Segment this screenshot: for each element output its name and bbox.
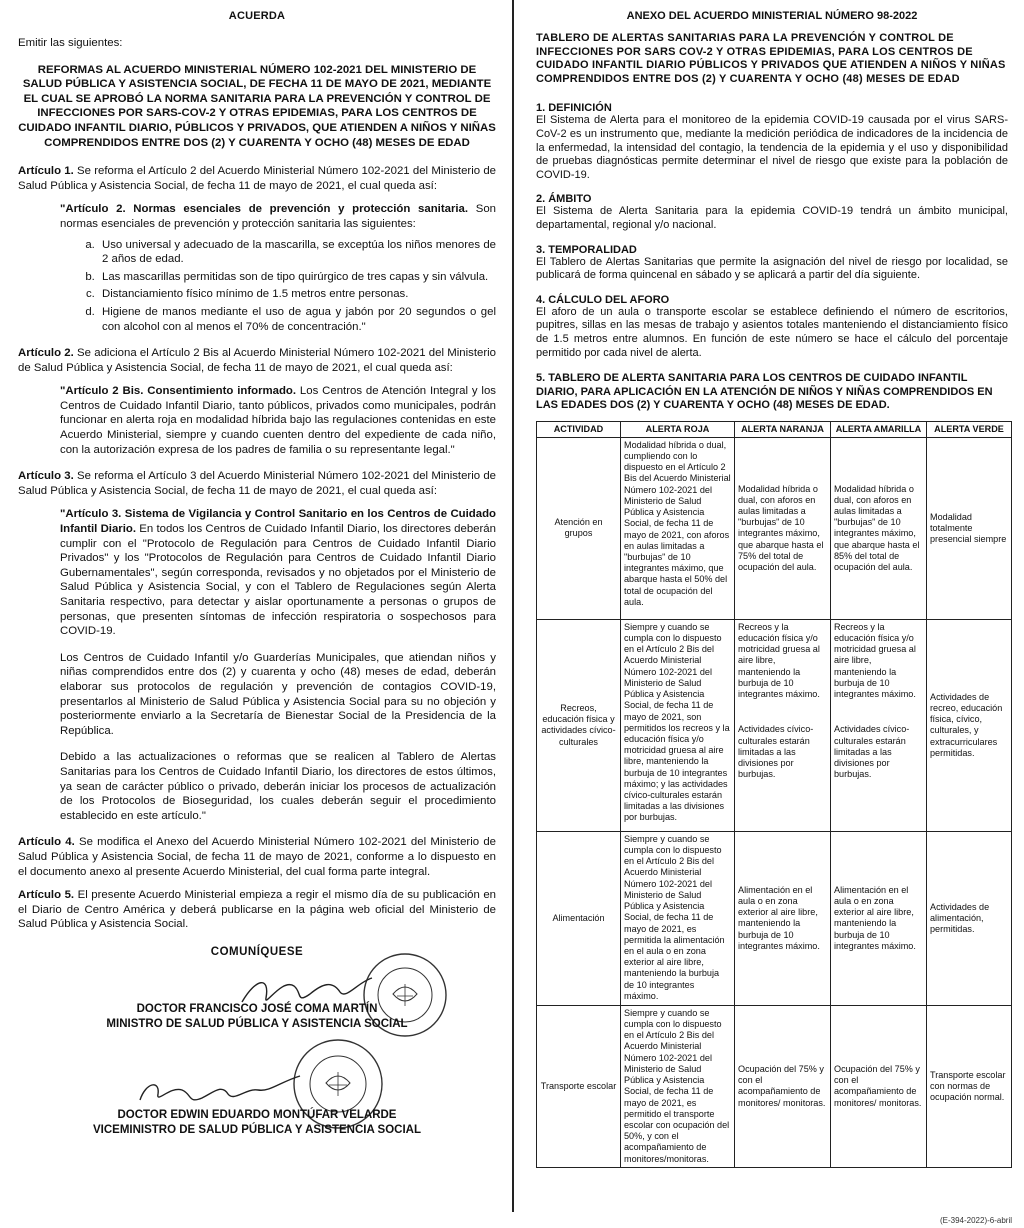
article-4-label: Artículo 4. [18, 836, 75, 849]
section-temporalidad [536, 244, 1008, 283]
intro-text: Emitir las siguientes: [18, 37, 123, 49]
cell-verde: Modalidad totalmente presencial siempre [927, 437, 1012, 619]
article-1-list [98, 238, 496, 335]
reforms-title: REFORMAS AL ACUERDO MINISTERIAL NÚMERO 102-2021 DEL MINISTERIO DE SALUD PÚBLICA Y ASISTENCIA SOCIAL, DE FECHA 11 DE MAYO DE 2021, MEDIANTE EL CUAL SE APROBÓ LA NORMA SANITARIA PARA LA PREVENCIÓN Y CONTROL DE INFECCIONES POR SARS-COV-2 Y OTRAS EPIDEMIAS, PARA LOS CENTROS DE CUIDADO INFANTIL DIARIO, PÚBLICOS Y PRIVADOS, QUE ATIENDEN A NIÑOS Y NIÑAS COMPRENDIDOS ENTRE DOS (2) Y CUARENTA Y OCHO (48) MESES DE EDAD [18, 63, 496, 149]
article-1-text: Se reforma el Artículo 2 del Acuerdo Ministerial Número 102-2021 del Ministerio de Salud Pública y Asistencia Social, de fecha 11 de mayo de 2021, el cual queda así: [18, 165, 497, 192]
article-3-label: Artículo 3. [18, 470, 74, 483]
header-alerta-amarilla: ALERTA AMARILLA [831, 421, 927, 437]
article-3-quote-text: En todos los Centros de Cuidado Infantil Diario, los directores deberán cumplir con el "Protocolo de Regulación para Centros de Cuidado Infantil Diario Privados" y los "Protocolos de Regulación para Centros de Cuidado Infantil Diario Gubernamentales", según corresponda, revisados y no objetados por el Ministerio de Salud Pública y Asistencia Social, y con el Tablero de Regulaciones según Alerta Sanitaria respectivo, para detectar y aislar oportunamente a personas o grupos de personas, que presenten síntomas de infección respiratoria o sospechosos para COVID-19. [60, 523, 496, 638]
signer-1 [18, 1002, 496, 1032]
annex-title: ANEXO DEL ACUERDO MINISTERIAL NÚMERO 98-2022 [626, 10, 918, 22]
article-3-para-3: Debido a las actualizaciones o reformas que se realicen al Tablero de Alertas Sanitarias para los Centros de Cuidado Infantil Diario, los directores de estos últimos, ya sean de carácter público o privado, deberán iniciar los procesos de actualización de los Protocolos de Bioseguridad, los cuales deberán seguir el procedimiento establecido en este artículo." [60, 751, 496, 822]
article-1-label: Artículo 1. [18, 165, 74, 178]
article-3-quote-label: "Artículo 3. Sistema de Vigilancia y Control Sanitario en los Centros de Cuidado Infantil Diario. [60, 508, 496, 536]
right-column [512, 0, 1024, 1228]
cell-naranja: Modalidad híbrida o dual, con aforos en aulas limitadas a "burbujas" de 10 integrantes máximo, que abarque hasta el 75% del total de ocupación del aula. [735, 437, 831, 619]
section-body: El Sistema de Alerta Sanitaria para la epidemia COVID-19 tendrá un ámbito municipal, departamental, regional y/o nacional. [536, 205, 1008, 231]
acuerda-heading: ACUERDA [228, 10, 286, 22]
comuniquese-heading: COMUNÍQUESE [210, 945, 304, 958]
table-header-row [537, 421, 1012, 437]
cell-amarilla: Alimentación en el aula o en zona exterior al aire libre, manteniendo la burbuja de 10 integrantes máximo. [831, 831, 927, 1005]
article-1-quote-text: Son normas esenciales de prevención y protección sanitaria las siguientes: [60, 203, 497, 230]
cell-verde: Actividades de alimentación, permitidas. [927, 831, 1012, 1005]
section-body: El Sistema de Alerta para el monitoreo de la epidemia COVID-19 causada por el virus SARS-CoV-2 es un instrumento que, mediante la medición periódica de indicadores de la incidencia de la enfermedad, la intensidad del contagio, la tendencia de la epidemia y el uso y disponibilidad de pruebas diagnósticas permite determinar el nivel de riesgo que existe para la población de COVID-19. [536, 114, 1008, 181]
signer-2 [18, 1108, 496, 1138]
cell-roja: Siempre y cuando se cumpla con lo dispuesto en el Artículo 2 Bis del Acuerdo Ministerial Número 102-2021 del Ministerio de Salud Pública y Asistencia Social, de fecha 11 de mayo de 2021, son permitidos los recreos y la educación física y/o motricidad gruesa al aire libre, manteniendo la burbuja de 10 integrantes máximo; y las actividades cívico-culturales estarán limitadas a las divisiones por burbujas. [621, 619, 735, 831]
table-row [537, 437, 1012, 619]
table-row [537, 1005, 1012, 1167]
article-2-quote [60, 384, 496, 457]
article-2-quote-text: Los Centros de Atención Integral y los Centros de Cuidado Infantil Diario, tanto públicos, privados como municipales, podrán funcionar en alerta roja en modalidad híbrida bajo las regulaciones contenidas en este Acuerdo Ministerial, siempre y cuando cuenten dentro del expediente de cada niño, con la autorización expresa de los padres de familia o su representante legal." [60, 385, 496, 456]
cell-amarilla-civico: Actividades cívico-culturales estarán limitadas a las divisiones por burbujas. [834, 724, 910, 780]
table-row [537, 619, 1012, 831]
cell-amarilla [831, 619, 927, 831]
list-item: d. Higiene de manos mediante el uso de agua y jabón por 20 segundos o gel con alcohol con al menos el 70% de concentración." [98, 305, 496, 334]
article-1 [18, 164, 496, 193]
cell-naranja-recreos: Recreos y la educación física y/o motricidad gruesa al aire libre, manteniendo la burbuja de 10 integrantes máximo. [738, 621, 820, 700]
cell-amarilla: Modalidad híbrida o dual, con aforos en aulas limitadas a "burbujas" de 10 integrantes máximo, que abarque hasta el 85% del total de ocupación del aula. [831, 437, 927, 619]
left-column [0, 0, 506, 1228]
cell-roja: Siempre y cuando se cumpla con lo dispuesto en el Artículo 2 Bis del Acuerdo Ministerial Número 102-2021 del Ministerio de Salud Pública y Asistencia Social, de fecha 11 de mayo de 2021, es permitido el transporte escolar con ocupación del 50%, y con el acompañamiento de monitores/monitoras. [621, 1005, 735, 1167]
cell-actividad: Atención en grupos [537, 437, 621, 619]
list-item: c. Distanciamiento físico mínimo de 1.5 metros entre personas. [98, 287, 496, 302]
header-actividad: ACTIVIDAD [537, 421, 621, 437]
cell-amarilla-recreos: Recreos y la educación física y/o motricidad gruesa al aire libre, manteniendo la burbuja de 10 integrantes máximo. [834, 621, 916, 700]
annex-subtitle: TABLERO DE ALERTAS SANITARIAS PARA LA PREVENCIÓN Y CONTROL DE INFECCIONES POR SARS COV-2 Y OTRAS EPIDEMIAS, PARA LOS CENTROS DE CUIDADO INFANTIL DIARIO PÚBLICOS Y PRIVADOS QUE ATIENDEN A NIÑOS Y NIÑAS COMPRENDIDOS ENTRE DOS (2) Y CUARENTA Y OCHO (48) MESES DE EDAD [536, 32, 1006, 85]
cell-verde: Transporte escolar con normas de ocupación normal. [927, 1005, 1012, 1167]
article-2-label: Artículo 2. [18, 347, 74, 360]
article-4-text: Se modifica el Anexo del Acuerdo Ministerial Número 102-2021 del Ministerio de Salud Pública y Asistencia Social, de fecha 11 de mayo de 2021, conforme a lo dispuesto en el documento anexo al presente Acuerdo Ministerial, del cual forma parte integral. [18, 836, 497, 878]
section-body: El Tablero de Alertas Sanitarias que permite la asignación del nivel de riesgo por localidad, se publicará de forma quincenal en sábado y se aplicará a partir del día siguiente. [536, 255, 1008, 282]
article-3-quote [60, 507, 496, 638]
article-3-text: Se reforma el Artículo 3 del Acuerdo Ministerial Número 102-2021 del Ministerio de Salud Pública y Asistencia Social, de fecha 11 de mayo de 2021, el cual queda así: [18, 470, 497, 497]
section-5-title: 5. TABLERO DE ALERTA SANITARIA PARA LOS CENTROS DE CUIDADO INFANTIL DIARIO, PARA APLICACIÓN EN LA ATENCIÓN DE NIÑOS Y NIÑAS COMPRENDIDOS EN LAS EDADES DOS (2) Y CUARENTA Y OCHO (48) MESES DE EDAD. [536, 372, 993, 412]
cell-roja: Siempre y cuando se cumpla con lo dispuesto en el Artículo 2 Bis del Acuerdo Ministerial Número 102-2021 del Ministerio de Salud Pública y Asistencia Social, de fecha 11 de mayo de 2021, es permitida la alimentación en el aula o en zona exterior al aire libre, manteniendo la burbuja de 10 integrantes máximo. [621, 831, 735, 1005]
signer-2-name: DOCTOR EDWIN EDUARDO MONTÚFAR VELARDE [117, 1108, 397, 1121]
section-aforo [536, 294, 1008, 360]
article-5 [18, 888, 496, 932]
cell-naranja: Ocupación del 75% y con el acompañamiento de monitores/ monitoras. [735, 1005, 831, 1167]
section-title: 2. ÁMBITO [536, 193, 592, 206]
cell-verde: Actividades de recreo, educación física, cívico, culturales, y extracurriculares permitidas. [927, 619, 1012, 831]
cell-naranja: Alimentación en el aula o en zona exterior al aire libre, manteniendo la burbuja de 10 integrantes máximo. [735, 831, 831, 1005]
article-5-label: Artículo 5. [18, 889, 75, 902]
section-title: 1. DEFINICIÓN [536, 102, 612, 115]
section-body: El aforo de un aula o transporte escolar se establece definiendo el número de escritorios, pupitres, sillas en las mesas de trabajo y asientos totales manteniendo el distanciamiento físico de 1.5 metros entre alumnos. En función de este número se hace el cálculo del porcentaje permitido por cada nivel de alerta. [536, 305, 1008, 359]
list-item: b. Las mascarillas permitidas son de tipo quirúrgico de tres capas y sin válvula. [98, 270, 496, 285]
cell-actividad: Transporte escolar [537, 1005, 621, 1167]
header-alerta-verde: ALERTA VERDE [927, 421, 1012, 437]
section-title: 3. TEMPORALIDAD [536, 243, 637, 256]
article-1-quote-label: "Artículo 2. Normas esenciales de prevención y protección sanitaria. [60, 203, 469, 216]
cell-naranja-civico: Actividades cívico-culturales estarán limitadas a las divisiones por burbujas. [738, 724, 814, 780]
footer-code: (E-394-2022)-6-abril [939, 1216, 1012, 1225]
section-ambito [536, 193, 1008, 232]
list-item: a. Uso universal y adecuado de la mascarilla, se exceptúa los niños menores de 2 años de edad. [98, 238, 496, 267]
cell-actividad: Recreos, educación física y actividades cívico-culturales [537, 619, 621, 831]
header-alerta-roja: ALERTA ROJA [621, 421, 735, 437]
cell-actividad: Alimentación [537, 831, 621, 1005]
article-3 [18, 469, 496, 498]
article-2 [18, 346, 496, 375]
signer-1-name: DOCTOR FRANCISCO JOSÉ COMA MARTÍN [136, 1002, 378, 1015]
article-1-quote [60, 202, 496, 334]
alert-table [536, 421, 1012, 1168]
signer-2-title: VICEMINISTRO DE SALUD PÚBLICA Y ASISTENCIA SOCIAL [93, 1123, 421, 1136]
article-4 [18, 835, 496, 879]
cell-naranja [735, 619, 831, 831]
article-2-text: Se adiciona el Artículo 2 Bis al Acuerdo Ministerial Número 102-2021 del Ministerio de Salud Pública y Asistencia Social, de fecha 11 de mayo de 2021, el cual queda así: [18, 347, 496, 374]
signer-1-title: MINISTRO DE SALUD PÚBLICA Y ASISTENCIA SOCIAL [106, 1017, 408, 1030]
section-definicion [536, 102, 1008, 182]
article-5-text: El presente Acuerdo Ministerial empieza a regir el mismo día de su publicación en el Diario de Centro América y deberá publicarse en la página web oficial del Ministerio de Salud Pública y Asistencia Social. [18, 889, 496, 931]
cell-amarilla: Ocupación del 75% y con el acompañamiento de monitores/ monitoras. [831, 1005, 927, 1167]
section-title: 4. CÁLCULO DEL AFORO [536, 293, 670, 306]
signature-2 [130, 1060, 310, 1114]
signature-block [18, 942, 496, 1136]
header-alerta-naranja: ALERTA NARANJA [735, 421, 831, 437]
cell-roja: Modalidad híbrida o dual, cumpliendo con lo dispuesto en el Artículo 2 Bis del Acuerdo Ministerial Número 102-2021 del Ministerio de Salud Pública y Asistencia Social, de fecha 11 de mayo de 2021, con aforos en aulas limitadas a "burbujas" de 10 integrantes máximo, que abarque hasta el 50% del total de ocupación del aula. [621, 437, 735, 619]
table-row [537, 831, 1012, 1005]
article-2-quote-label: "Artículo 2 Bis. Consentimiento informado. [60, 385, 297, 398]
article-3-para-2: Los Centros de Cuidado Infantil y/o Guarderías Municipales, que atiendan niños y niñas comprendidos entre dos (2) y cuarenta y ocho (48) meses de edad, deberán elaborar sus protocolos de regulación y prevención de contagios COVID-19, presentarlos al Ministerio de Salud Pública y Asistencia Social para su no objeción y posteriormente enviarlo a la Secretaría de Bienestar Social de la Presidencia de la República. [60, 651, 496, 737]
